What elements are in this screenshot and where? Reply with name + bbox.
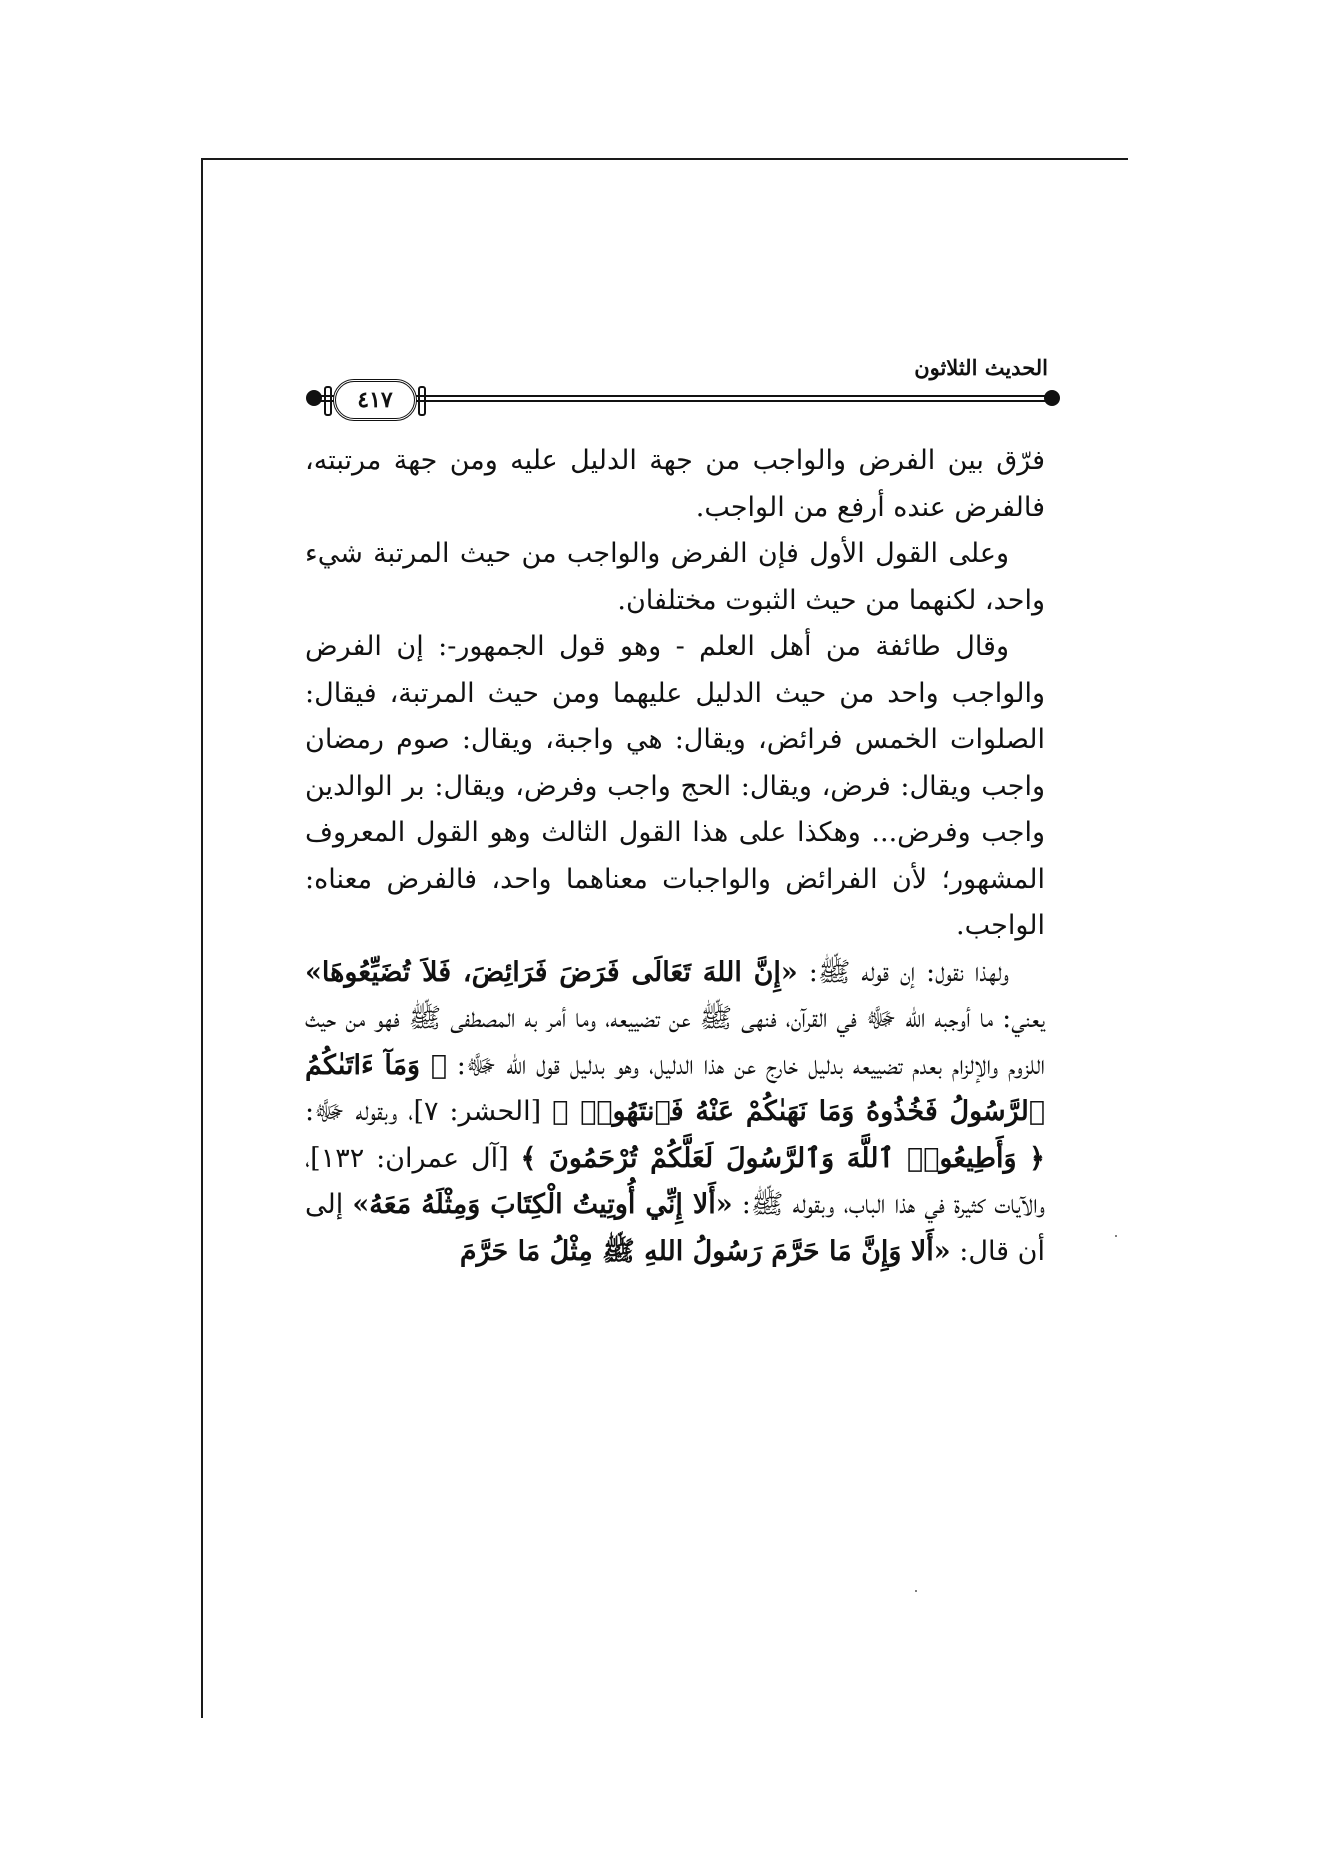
page-number-cap-left	[324, 386, 332, 416]
verse-reference: [آل عمران: ١٣٢]، والآيات كثيرة في هذا الباب، وبقوله ﷺ:	[305, 1142, 1045, 1220]
body-text	[305, 438, 1045, 1275]
header-rule-lower	[318, 400, 1050, 402]
scan-frame-left-line	[201, 158, 203, 1718]
text-segment: فرّق بين الفرض والواجب من جهة الدليل عليه ومن جهة مرتبته، فالفرض عنده أرفع من الواجب.	[305, 445, 1045, 523]
page-number: ٤١٧	[357, 387, 393, 413]
running-header	[300, 355, 1060, 445]
quran-verse: ﴿ وَأَطِيعُوا۟ ٱللَّهَ وَٱلرَّسُولَ لَعَلَّكُمْ تُرْحَمُونَ ﴾	[520, 1142, 1045, 1174]
paragraph	[305, 438, 1045, 531]
text-segment: ولهذا نقول: إن قوله ﷺ:	[797, 956, 1009, 988]
text-segment: وعلى القول الأول فإن الفرض والواجب من حيث المرتبة شيء واحد، لكنهما من حيث الثبوت مختلفان.	[305, 538, 1045, 616]
paragraph	[305, 531, 1045, 624]
header-rule-left-dot	[306, 390, 322, 406]
text-segment: إلى أن قال:	[305, 1189, 1045, 1267]
quran-verse: ﴿ وَمَآ ءَاتَىٰكُمُ ٱلرَّسُولُ فَخُذُوهُ وَمَا نَهَىٰكُمْ عَنْهُ فَٱنتَهُوا۟ ﴾	[305, 1049, 1046, 1127]
verse-reference: [الحشر: ٧]، وبقوله ﷻ:	[305, 1096, 553, 1127]
hadith-quote: «أَلا إِنِّي أُوتِيتُ الْكِتَابَ وَمِثْلَهُ مَعَهُ»	[352, 1189, 733, 1220]
header-rule-right-dot	[1044, 390, 1060, 406]
scan-frame-top-line	[201, 158, 1128, 160]
header-rule-upper	[318, 395, 1050, 397]
hadith-quote: «إِنَّ اللهَ تَعَالَى فَرَضَ فَرَائِضَ، فَلاَ تُضَيِّعُوهَا»	[305, 956, 798, 988]
paragraph	[305, 624, 1045, 950]
scan-speck	[915, 1590, 917, 1592]
running-title: الحديث الثلاثون	[914, 355, 1048, 380]
text-segment: يعني: ما أوجبه الله ﷻ في القرآن، فنهى ﷺ عن تضييعه، وما أمر به المصطفى ﷺ فهو من حيث اللزوم والإلزام بعدم تضييعه بدليل خارج عن هذا الدليل، وهو بدليل قول الله ﷻ:	[305, 1003, 1045, 1081]
hadith-quote: «أَلا وَإِنَّ مَا حَرَّمَ رَسُولُ اللهِ ﷺ مِثْلُ مَا حَرَّمَ	[459, 1235, 951, 1267]
text-segment: وقال طائفة من أهل العلم - وهو قول الجمهور-: إن الفرض والواجب واحد من حيث الدليل عليهما ومن حيث المرتبة، فيقال: الصلوات الخمس فرائض، ويقال: هي واجبة، ويقال: صوم رمضان واجب ويقال: فرض، ويقال: الحج واجب وفرض، ويقال: بر الوالدين واجب وفرض... وهكذا على هذا القول الثالث وهو القول المعروف المشهور؛ لأن الفرائض والواجبات معناهما واحد، فالفرض معناه: الواجب.	[305, 631, 1045, 941]
page-number-cap-right	[418, 386, 426, 416]
scan-speck	[1115, 1235, 1117, 1237]
page-number-frame	[333, 379, 417, 421]
paragraph	[305, 950, 1045, 1276]
